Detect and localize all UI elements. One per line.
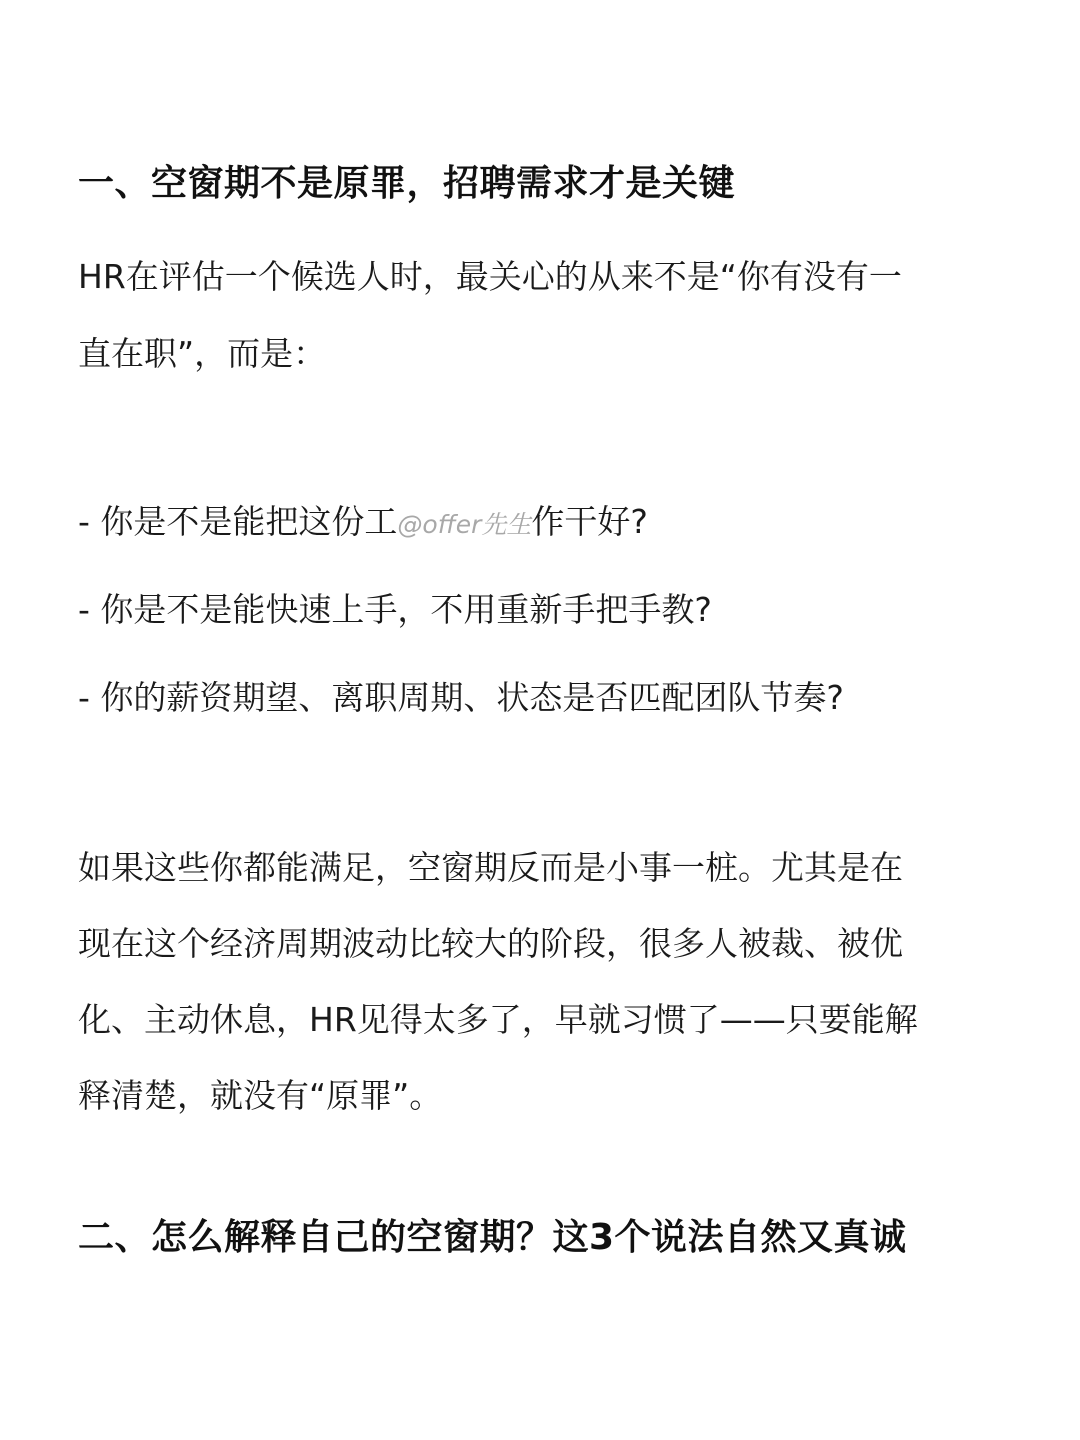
- paragraph-line-4: 释清楚，就没有“原罪”。: [78, 1076, 443, 1115]
- intro-line-1: HR在评估一个候选人时，最关心的从来不是“你有没有一: [78, 257, 902, 296]
- bullet-item-2: - 你是不是能快速上手，不用重新手把手教?: [78, 590, 712, 629]
- bullet-1-text-end: 作干好?: [531, 502, 648, 541]
- intro-line-2: 直在职”，而是：: [78, 334, 327, 373]
- paragraph-line-2: 现在这个经济周期波动比较大的阶段，很多人被裁、被优: [78, 924, 903, 963]
- paragraph-line-1: 如果这些你都能满足，空窗期反而是小事一桩。尤其是在: [78, 848, 903, 887]
- bullet-1-text-start: - 你是不是能把这份工: [78, 502, 398, 541]
- bullet-item-3: - 你的薪资期望、离职周期、状态是否匹配团队节奏?: [78, 678, 844, 717]
- section-1-heading: 一、空窗期不是原罪，招聘需求才是关键: [78, 163, 736, 204]
- watermark: @offer先生: [397, 510, 532, 539]
- section-2-heading: 二、怎么解释自己的空窗期？这3个说法自然又真诚: [78, 1217, 907, 1258]
- paragraph-line-3: 化、主动休息，HR见得太多了，早就习惯了——只要能解: [78, 1000, 918, 1039]
- bullet-item-1: [78, 500, 648, 547]
